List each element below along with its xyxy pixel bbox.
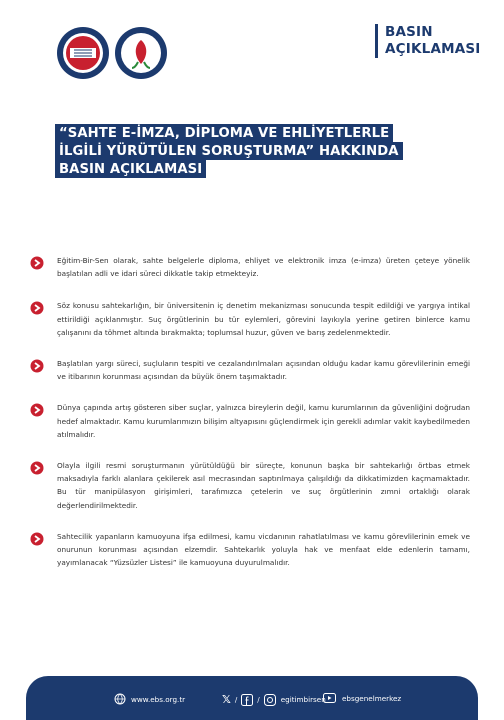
arrow-bullet-icon xyxy=(30,461,44,475)
youtube-link[interactable] xyxy=(323,693,401,703)
website-text: www.ebs.org.tr xyxy=(131,694,186,704)
badge-line-2: AÇIKLAMASI xyxy=(385,41,481,57)
paragraph xyxy=(30,401,470,441)
egitim-bir-sen-logo xyxy=(114,26,168,80)
title-line-2: İLGİLİ YÜRÜTÜLEN SORUŞTURMA” HAKKINDA xyxy=(55,142,403,160)
paragraph xyxy=(30,254,470,280)
instagram-icon[interactable] xyxy=(264,694,276,706)
paragraph xyxy=(30,357,470,383)
youtube-icon xyxy=(323,693,336,703)
paragraph xyxy=(30,530,470,570)
paragraph xyxy=(30,459,470,512)
memur-sen-logo xyxy=(56,26,110,80)
divider: / xyxy=(257,695,260,704)
paragraph-text: Söz konusu sahtekarlığın, bir üniversitenin iç denetim mekanizması sonucunda tespit edildiği ve yargıya intikal ettirildiği açıklanmıştır. Suç örgütlerinin bu tür eylemleri, görevini layıkıyla yerine getiren binlerce kamu çalışanını da töhmet altında bırakmakta; toplumsal huzur, güven ve barış zedelenmektedir. xyxy=(57,301,470,337)
paragraph-text: Dünya çapında artış gösteren siber suçlar, yalnızca bireylerin değil, kamu kurumlarının da güvenliğini doğrudan hedef almaktadır. Kamu kurumlarımızın bilişim altyapısını güçlendirmek için gerekli adımlar vakit kaybedilmeden atılmalıdır. xyxy=(57,403,470,439)
body-text xyxy=(30,254,470,569)
page-title xyxy=(55,124,403,178)
website-link[interactable] xyxy=(114,693,185,705)
paragraph-text: Sahtecilik yapanların kamuoyuna ifşa edilmesi, kamu vicdanının rahatlatılması ve kamu görevlilerinin emek ve onurunun korunması açısından elzemdir. Sahtekarlık yoluyla hak ve menfaat elde edenlerin tamamı, yayımlanacak “Yüzsüzler Listesi” ile kamuoyuna duyurulmalıdır. xyxy=(57,531,470,568)
paragraph-text: Başlatılan yargı süreci, suçluların tespiti ve cezalandırılmaları açısından olduğu kadar kamu görevlilerinin emeği ve itibarının korunması açısından da büyük önem taşımaktadır. xyxy=(57,359,470,382)
social-links[interactable] xyxy=(222,693,326,706)
x-icon[interactable]: 𝕏 xyxy=(222,693,231,706)
arrow-bullet-icon xyxy=(30,301,44,315)
arrow-bullet-icon xyxy=(30,359,44,373)
paragraph-text: Eğitim-Bir-Sen olarak, sahte belgelerle diploma, ehliyet ve elektronik imza (e-imza) üreten çeteye yönelik başlatılan adli ve idari süreci dikkatle takip etmekteyiz. xyxy=(57,256,470,279)
logo-group xyxy=(56,26,168,80)
globe-icon xyxy=(114,693,126,705)
social-handle-text: egitimbirsen xyxy=(280,695,326,704)
arrow-bullet-icon xyxy=(30,532,44,546)
facebook-icon[interactable] xyxy=(241,694,253,706)
title-line-1: “SAHTE E-İMZA, DİPLOMA VE EHLİYETLERLE xyxy=(55,124,393,142)
arrow-bullet-icon xyxy=(30,256,44,270)
badge-line-1: BASIN xyxy=(385,24,433,40)
title-line-3: BASIN AÇIKLAMASI xyxy=(55,160,206,178)
youtube-text: ebsgenelmerkez xyxy=(342,693,402,703)
arrow-bullet-icon xyxy=(30,403,44,417)
paragraph xyxy=(30,299,470,339)
press-release-badge xyxy=(375,24,481,58)
paragraph-text: Olayla ilgili resmi soruşturmanın yürütüldüğü bir süreçte, konunun başka bir sahtekarlığı örtbas etmek maksadıyla farklı alanlara çekilerek asıl mecrasından saptırılmaya çalışıldığı da dikkatimizden kaçmamaktadır. Bu tür manipülasyon girişimleri, tarafımızca çetelerin ve suç örgütlerinin zımni ortaklığı olarak değerlendirilmektedir. xyxy=(57,461,470,510)
footer-bar xyxy=(26,676,478,720)
divider: / xyxy=(234,695,238,704)
